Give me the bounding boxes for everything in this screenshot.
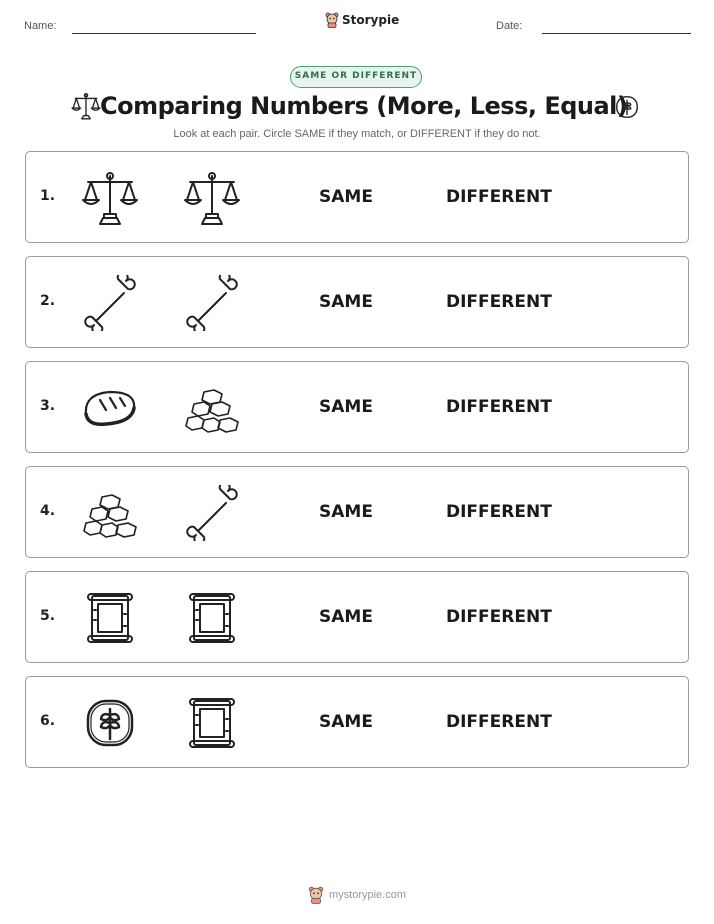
exercise-row bbox=[25, 361, 689, 453]
exercise-row bbox=[25, 256, 689, 348]
row-number: 6. bbox=[40, 713, 56, 729]
same-option[interactable]: SAME bbox=[319, 712, 373, 732]
exercise-row bbox=[25, 466, 689, 558]
instructions: Look at each pair. Circle SAME if they match, or DIFFERENT if they do not. bbox=[173, 128, 541, 140]
exercise-row bbox=[25, 151, 689, 243]
scales-icon bbox=[71, 92, 101, 122]
row-number: 2. bbox=[40, 293, 56, 309]
gold-bars-icon bbox=[82, 485, 138, 541]
same-option[interactable]: SAME bbox=[319, 502, 373, 522]
brand-logo bbox=[325, 12, 399, 28]
row-number: 5. bbox=[40, 608, 56, 624]
scales-icon bbox=[82, 170, 138, 226]
bone-icon bbox=[82, 275, 138, 331]
same-option[interactable]: SAME bbox=[319, 607, 373, 627]
different-option[interactable]: DIFFERENT bbox=[446, 502, 552, 522]
same-option[interactable]: SAME bbox=[319, 397, 373, 417]
scroll-icon bbox=[184, 590, 240, 646]
row-number: 3. bbox=[40, 398, 56, 414]
exercise-row bbox=[25, 571, 689, 663]
scroll-icon bbox=[184, 695, 240, 751]
page-title: Comparing Numbers (More, Less, Equal) bbox=[100, 92, 628, 120]
bear-logo-icon bbox=[325, 12, 339, 28]
name-label: Name: bbox=[24, 20, 57, 32]
scales-icon bbox=[184, 170, 240, 226]
different-option[interactable]: DIFFERENT bbox=[446, 397, 552, 417]
worksheet-header bbox=[0, 0, 714, 50]
exercise-row bbox=[25, 676, 689, 768]
scroll-icon bbox=[82, 590, 138, 646]
row-number: 1. bbox=[40, 188, 56, 204]
brand-name: Storypie bbox=[342, 13, 400, 27]
different-option[interactable]: DIFFERENT bbox=[446, 292, 552, 312]
different-option[interactable]: DIFFERENT bbox=[446, 187, 552, 207]
category-badge: SAME OR DIFFERENT bbox=[290, 66, 422, 88]
footer-url[interactable]: mystorypie.com bbox=[328, 889, 407, 901]
row-number: 4. bbox=[40, 503, 56, 519]
date-field[interactable] bbox=[542, 33, 691, 34]
wheat-token-icon bbox=[614, 94, 640, 120]
same-option[interactable]: SAME bbox=[319, 292, 373, 312]
bone-icon bbox=[184, 485, 240, 541]
different-option[interactable]: DIFFERENT bbox=[446, 712, 552, 732]
same-option[interactable]: SAME bbox=[319, 187, 373, 207]
wheat-token-icon bbox=[82, 695, 138, 751]
footer bbox=[0, 886, 714, 904]
name-field[interactable] bbox=[72, 33, 256, 34]
different-option[interactable]: DIFFERENT bbox=[446, 607, 552, 627]
bear-logo-icon bbox=[308, 886, 324, 904]
bone-icon bbox=[184, 275, 240, 331]
date-label: Date: bbox=[496, 20, 523, 32]
bread-loaf-icon bbox=[82, 380, 138, 436]
gold-bars-icon bbox=[184, 380, 240, 436]
